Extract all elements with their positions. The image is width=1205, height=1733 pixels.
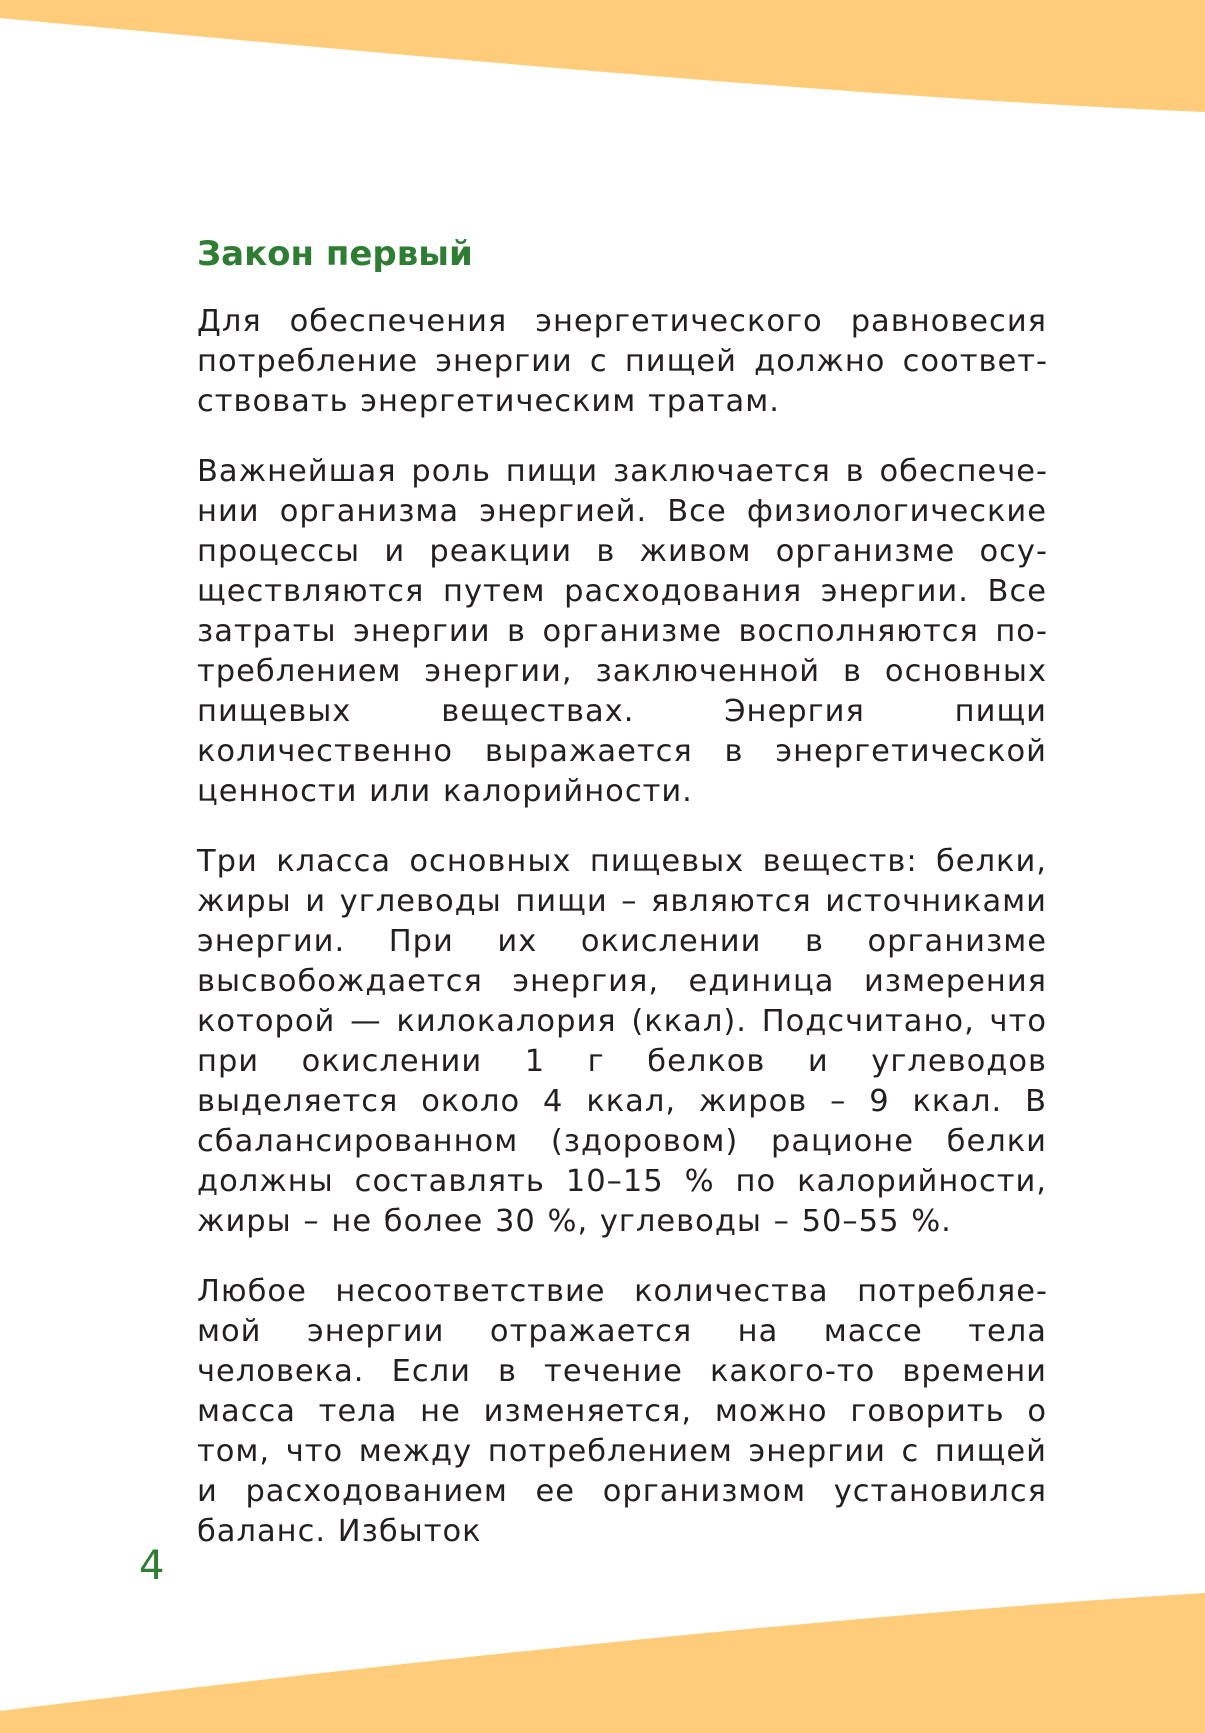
paragraph-2: Важнейшая роль пищи заключается в обеспечении организма энергией. Все физиологические процессы и реакции в живом организме осуществляются путем расходования энергии. Все затраты энергии в организме восполняются потреблением энергии, заключенной в основных пищевых веществах. Энергия пищи количественно выражается в энергетической ценности или калорийности. <box>197 454 1047 809</box>
paragraph-3: Три класса основных пищевых веществ: белки, жиры и углеводы пищи – являются источниками энергии. При их окислении в организме высвобождается энергия, единица измерения которой — килокалория (ккал). Подсчитано, что при окислении 1 г белков и углеводов выделяется около 4 ккал, жиров – 9 ккал. В сбалансированном (здоровом) рационе белки должны составлять 10–15 % по калорийности, жиры – не более 30 %, углеводы – 50–55 %. <box>197 844 1047 1239</box>
top-decorative-band <box>0 0 1205 120</box>
bottom-decorative-band <box>0 1593 1205 1733</box>
paragraph-1: Для обеспечения энергетического равновесия потребление энергии с пищей должно соответствовать энергетическим тратам. <box>197 304 1047 419</box>
main-content <box>197 228 1047 1582</box>
page-number: 4 <box>139 1543 165 1589</box>
paragraph-4: Любое несоответствие количества потребляемой энергии отражается на массе тела человека. Если в течение какого-то времени масса тела не изменяется, можно говорить о том, что между потреблением энергии с пищей и расходованием ее организмом установился баланс. Избыток <box>197 1274 1047 1549</box>
top-band-shape <box>0 0 1205 112</box>
section-heading: Закон первый <box>197 234 473 274</box>
bottom-band-shape <box>0 1593 1205 1733</box>
